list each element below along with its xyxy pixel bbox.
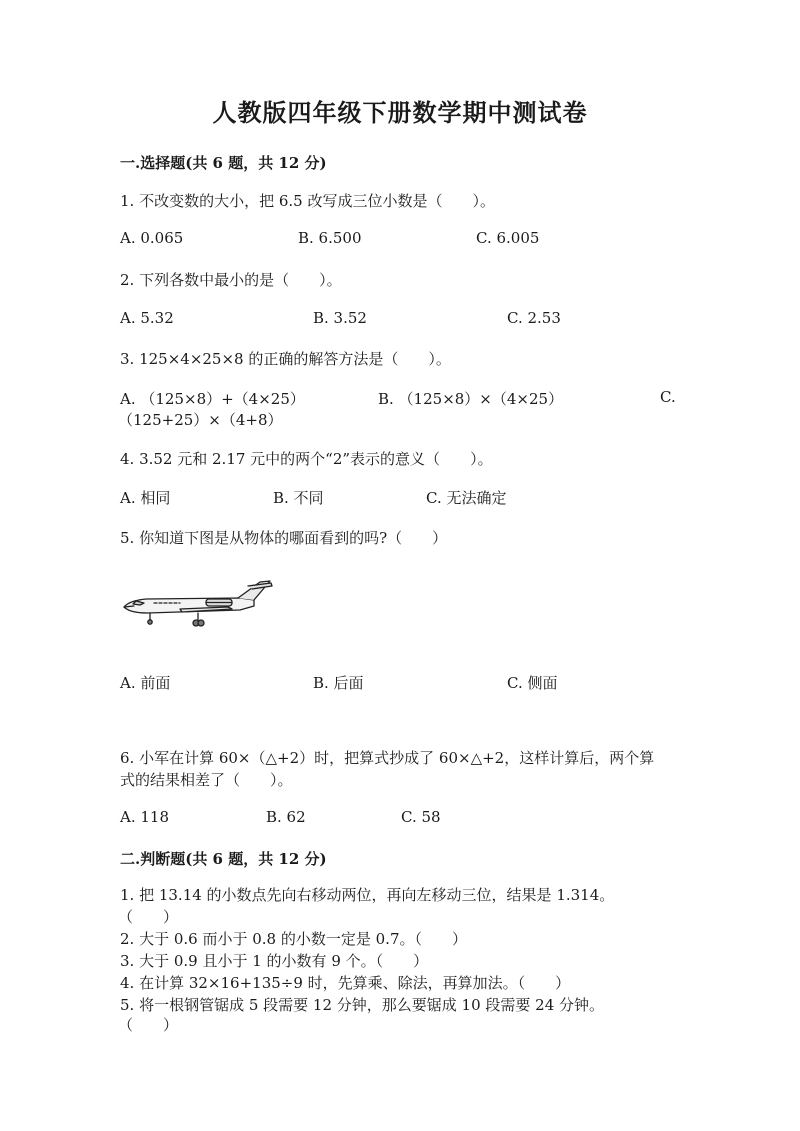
question-5: 5. 你知道下图是从物体的哪面看到的吗?（ ） <box>120 529 448 547</box>
q4-option-a[interactable]: A. 相同 <box>120 489 171 507</box>
q3-option-c-text: （125+25）×（4+8） <box>118 411 283 429</box>
q6-option-c[interactable]: C. 58 <box>401 808 441 826</box>
tf-item-5: 5. 将一根钢管锯成 5 段需要 12 分钟，那么要锯成 10 段需要 24 分钟。 <box>120 996 605 1014</box>
q4-option-b[interactable]: B. 不同 <box>273 489 324 507</box>
question-2: 2. 下列各数中最小的是（ ）。 <box>120 271 342 289</box>
q2-option-b[interactable]: B. 3.52 <box>313 309 367 327</box>
q6-option-b[interactable]: B. 62 <box>266 808 306 826</box>
question-6-line-1: 6. 小军在计算 60×（△+2）时，把算式抄成了 60×△+2，这样计算后，两个算 <box>120 749 655 767</box>
q5-option-c[interactable]: C. 侧面 <box>507 674 558 692</box>
tf-item-1: 1. 把 13.14 的小数点先向右移动两位，再向左移动三位，结果是 1.314。 <box>120 886 615 904</box>
q2-option-c[interactable]: C. 2.53 <box>507 309 561 327</box>
q4-option-c[interactable]: C. 无法确定 <box>426 489 507 507</box>
tf-item-5-blank[interactable]: （ ） <box>118 1016 179 1034</box>
question-4: 4. 3.52 元和 2.17 元中的两个“2”表示的意义（ ）。 <box>120 450 493 468</box>
question-6-line-2: 式的结果相差了（ ）。 <box>120 771 293 789</box>
page-title: 人教版四年级下册数学期中测试卷 <box>212 98 588 127</box>
q1-option-c[interactable]: C. 6.005 <box>476 229 540 247</box>
question-3: 3. 125×4×25×8 的正确的解答方法是（ ）。 <box>120 350 451 368</box>
tf-item-1-blank[interactable]: （ ） <box>118 908 179 926</box>
tf-item-3: 3. 大于 0.9 且小于 1 的小数有 9 个。（ ） <box>120 952 429 970</box>
q2-option-a[interactable]: A. 5.32 <box>120 309 174 327</box>
q5-option-b[interactable]: B. 后面 <box>313 674 364 692</box>
section-heading-true-false: 二.判断题(共 6 题，共 12 分) <box>120 850 327 868</box>
q1-option-b[interactable]: B. 6.500 <box>298 229 362 247</box>
q1-option-a[interactable]: A. 0.065 <box>120 229 184 247</box>
tf-item-2: 2. 大于 0.6 而小于 0.8 的小数一定是 0.7。（ ） <box>120 930 467 948</box>
q5-option-a[interactable]: A. 前面 <box>120 674 171 692</box>
q3-option-b[interactable]: B. （125×8）×（4×25） <box>378 390 564 408</box>
question-1: 1. 不改变数的大小，把 6.5 改写成三位小数是（ ）。 <box>120 192 495 210</box>
tf-item-4: 4. 在计算 32×16+135÷9 时，先算乘、除法，再算加法。（ ） <box>120 974 571 992</box>
q3-option-c[interactable]: C. <box>660 388 676 406</box>
q6-option-a[interactable]: A. 118 <box>120 808 169 826</box>
q3-option-a[interactable]: A. （125×8）+（4×25） <box>120 390 305 408</box>
airplane-icon <box>120 576 275 636</box>
section-heading-choice: 一.选择题(共 6 题，共 12 分) <box>120 154 327 172</box>
